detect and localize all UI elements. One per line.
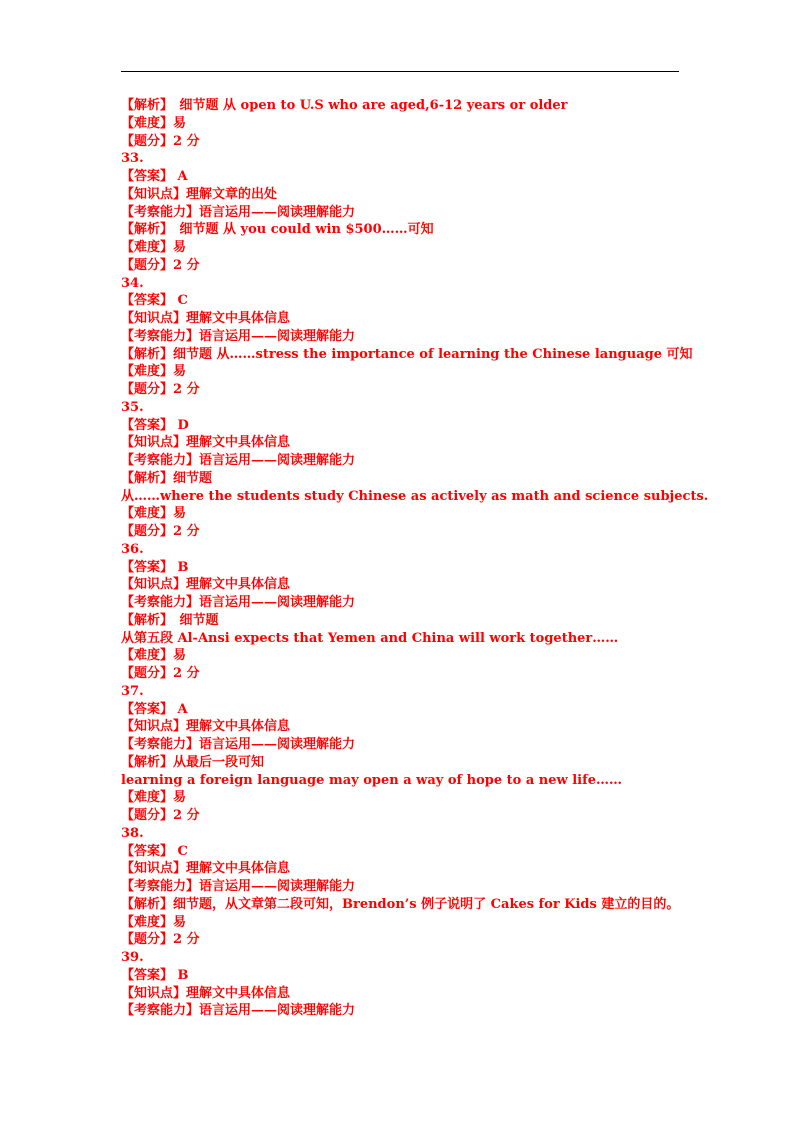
score-line: 【题分】2 分 bbox=[121, 133, 200, 149]
question-number: 35. bbox=[121, 399, 144, 415]
analysis-detail-line: learning a foreign language may open a way of hope to a new life…… bbox=[121, 772, 622, 788]
difficulty-line: 【难度】易 bbox=[121, 790, 187, 806]
answer-line: 【答案】 D bbox=[121, 417, 189, 433]
difficulty-line: 【难度】易 bbox=[121, 115, 187, 131]
question-number: 38. bbox=[121, 825, 144, 841]
analysis-line: 【解析】细节题 从……stress the importance of learning the Chinese language 可知 bbox=[121, 346, 693, 362]
difficulty-line: 【难度】易 bbox=[121, 364, 187, 380]
score-line: 【题分】2 分 bbox=[121, 524, 200, 539]
answer-line: 【答案】 C bbox=[121, 843, 188, 859]
question-number: 34. bbox=[121, 275, 144, 291]
ability-line: 【考察能力】语言运用——阅读理解能力 bbox=[121, 737, 356, 752]
analysis-line: 【解析】细节题，从文章第二段可知，Brendon’s 例子说明了 Cakes for Kids 建立的目的。 bbox=[121, 896, 680, 912]
answer-line: 【答案】 B bbox=[121, 559, 189, 575]
knowledge-point-line: 【知识点】理解文中具体信息 bbox=[121, 435, 291, 451]
score-line: 【题分】2 分 bbox=[121, 257, 200, 273]
ability-line: 【考察能力】语言运用——阅读理解能力 bbox=[121, 879, 356, 894]
knowledge-point-line: 【知识点】理解文中具体信息 bbox=[121, 719, 291, 735]
analysis-detail-line: 从……where the students study Chinese as actively as math and science subjects. bbox=[121, 488, 709, 504]
score-line: 【题分】2 分 bbox=[121, 666, 200, 681]
score-line: 【题分】2 分 bbox=[121, 382, 200, 397]
ability-line: 【考察能力】语言运用——阅读理解能力 bbox=[121, 595, 356, 610]
ability-line: 【考察能力】语言运用——阅读理解能力 bbox=[121, 328, 356, 344]
difficulty-line: 【难度】易 bbox=[121, 506, 187, 522]
ability-line: 【考察能力】语言运用——阅读理解能力 bbox=[121, 1003, 356, 1019]
ability-line: 【考察能力】语言运用——阅读理解能力 bbox=[121, 453, 356, 468]
difficulty-line: 【难度】易 bbox=[121, 240, 187, 255]
answer-line: 【答案】 C bbox=[121, 293, 188, 309]
ability-line: 【考察能力】语言运用——阅读理解能力 bbox=[121, 204, 356, 220]
question-number: 33. bbox=[121, 151, 144, 167]
header-rule bbox=[121, 71, 679, 72]
difficulty-line: 【难度】易 bbox=[121, 648, 187, 664]
knowledge-point-line: 【知识点】理解文中具体信息 bbox=[121, 577, 291, 593]
answer-key-body bbox=[121, 97, 709, 1020]
analysis-detail-line: 从第五段 Al-Ansi expects that Yemen and China will work together…… bbox=[121, 630, 619, 646]
analysis-line: 【解析】细节题 bbox=[121, 470, 213, 486]
difficulty-line: 【难度】易 bbox=[121, 914, 187, 930]
question-number: 36. bbox=[121, 541, 144, 557]
question-number: 39. bbox=[121, 950, 144, 965]
knowledge-point-line: 【知识点】理解文中具体信息 bbox=[121, 861, 291, 877]
score-line: 【题分】2 分 bbox=[121, 808, 200, 823]
knowledge-point-line: 【知识点】理解文章的出处 bbox=[121, 186, 278, 202]
knowledge-point-line: 【知识点】理解文中具体信息 bbox=[121, 311, 291, 326]
answer-line: 【答案】 A bbox=[121, 169, 188, 184]
analysis-line: 【解析】 细节题 bbox=[121, 612, 219, 628]
analysis-line: 【解析】 细节题 从 open to U.S who are aged,6-12 years or older bbox=[121, 98, 568, 113]
answer-line: 【答案】 A bbox=[121, 701, 188, 717]
analysis-line: 【解析】从最后一段可知 bbox=[121, 754, 265, 770]
answer-line: 【答案】 B bbox=[121, 967, 189, 983]
score-line: 【题分】2 分 bbox=[121, 932, 200, 948]
analysis-line: 【解析】 细节题 从 you could win $500……可知 bbox=[121, 222, 434, 238]
question-number: 37. bbox=[121, 683, 144, 699]
knowledge-point-line: 【知识点】理解文中具体信息 bbox=[121, 985, 291, 1001]
